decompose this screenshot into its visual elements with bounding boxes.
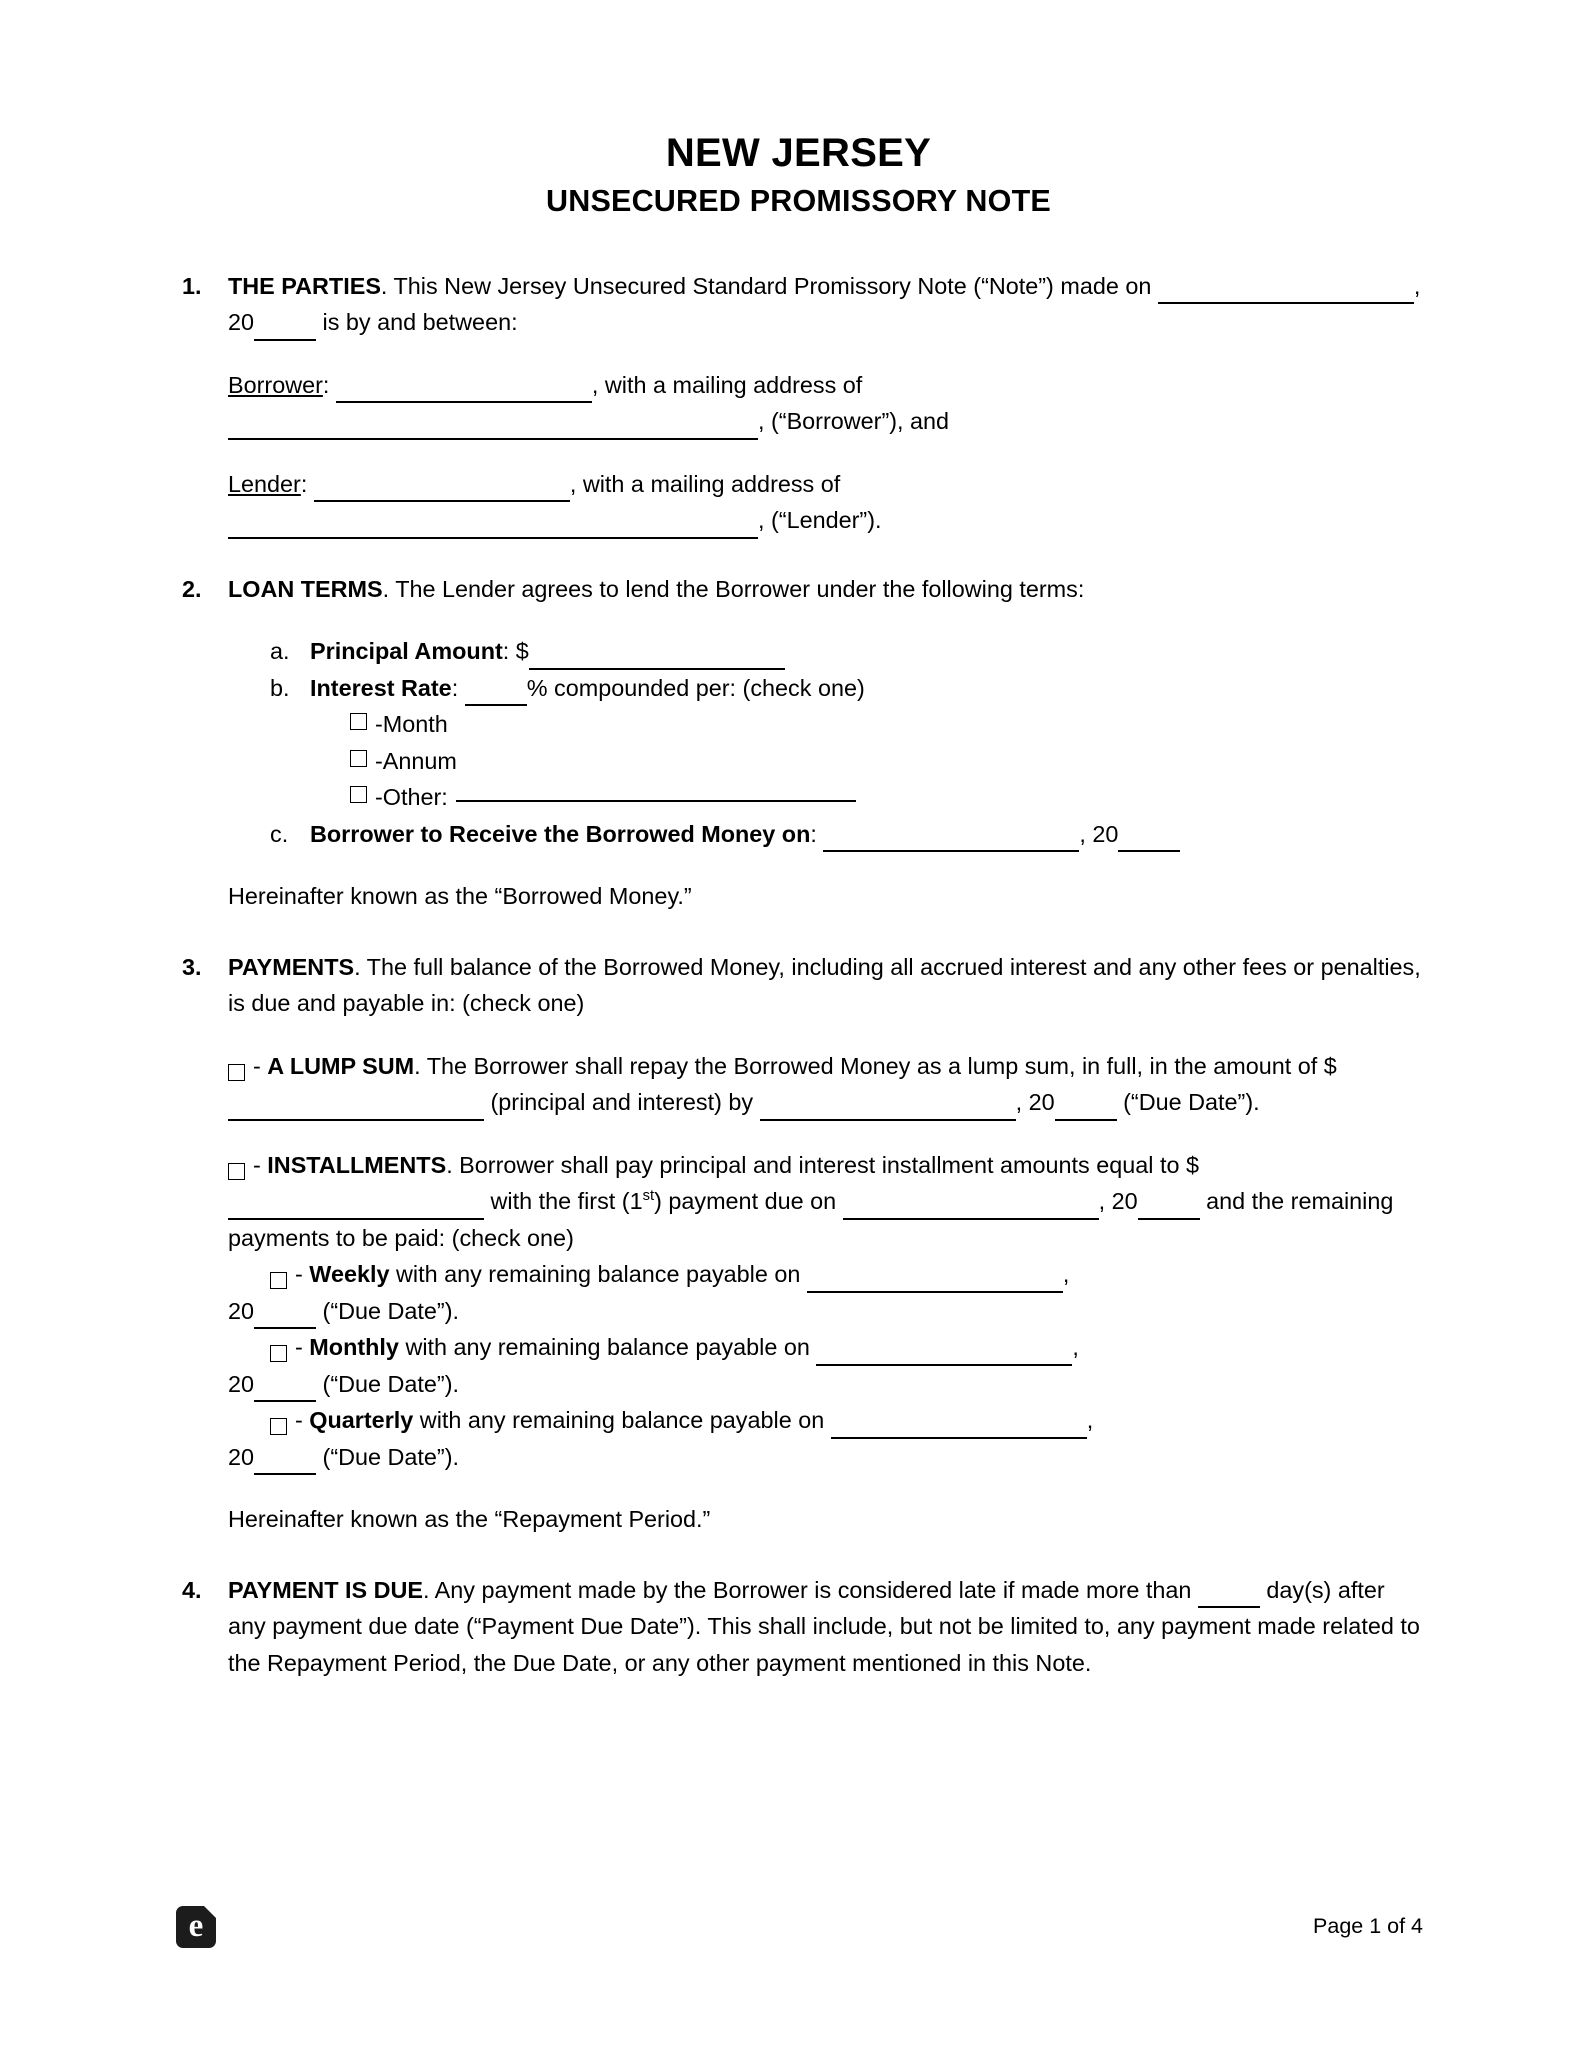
monthly-label: Monthly (309, 1334, 399, 1361)
installments-text-2: with the first (1 (484, 1188, 643, 1215)
option-month-dash: - (375, 711, 383, 738)
installments-text-3: ) payment due on (654, 1188, 843, 1215)
weekly-mid: with any remaining balance payable on (389, 1261, 807, 1288)
installment-first-due-date-field[interactable] (843, 1197, 1099, 1220)
loan-term-a-principal-amount (270, 633, 1421, 670)
weekly-due-year-field[interactable] (254, 1306, 316, 1329)
section-3-body (228, 949, 1421, 1022)
lump-sum-text-1: . The Borrower shall repay the Borrowed Money as a lump sum, in full, in the amount of $ (414, 1052, 1337, 1079)
section-2-intro: . The Lender agrees to lend the Borrower under the following terms: (382, 575, 1085, 602)
loan-term-c-letter: c. (270, 820, 289, 847)
checkbox-icon[interactable] (350, 750, 367, 767)
section-1-heading: THE PARTIES (228, 272, 381, 299)
section-3-heading: PAYMENTS (228, 953, 355, 980)
interest-period-option-month[interactable] (350, 706, 1421, 743)
loan-term-c-body (310, 816, 1421, 853)
weekly-dash: - (295, 1261, 310, 1288)
section-1-after-year: is by and between: (316, 309, 518, 336)
installment-frequency-monthly[interactable] (228, 1329, 1421, 1402)
loan-term-c-receive-date (270, 816, 1421, 853)
lender-after-name: , with a mailing address of (569, 470, 841, 497)
checkbox-icon[interactable] (350, 713, 367, 730)
borrower-colon: : (322, 371, 330, 398)
weekly-comma: , (1062, 1261, 1070, 1288)
quarterly-dash: - (295, 1407, 310, 1434)
installments-ordinal-suffix: st (642, 1188, 655, 1205)
date-blank-field[interactable] (1158, 281, 1414, 304)
weekly-label: Weekly (309, 1261, 390, 1288)
lender-after-address: , (“Lender”). (758, 507, 882, 534)
section-2-heading: LOAN TERMS (228, 575, 383, 602)
page-title: NEW JERSEY (665, 131, 932, 175)
page-subtitle: UNSECURED PROMISSORY NOTE (546, 184, 1051, 218)
installments-text-4: , 20 (1098, 1188, 1138, 1215)
receive-money-date-field[interactable] (823, 829, 1079, 852)
monthly-dash: - (295, 1334, 310, 1361)
installments-label: INSTALLMENTS (267, 1151, 447, 1178)
weekly-year-prefix: 20 (228, 1297, 255, 1324)
borrower-label: Borrower (228, 371, 323, 398)
quarterly-year-prefix: 20 (228, 1443, 255, 1470)
borrower-after-name: , with a mailing address of (591, 371, 863, 398)
section-3-payments (176, 949, 1421, 1022)
payment-option-installments[interactable] (228, 1147, 1421, 1476)
installments-text-5: and the remaining payments to be paid: (check one) (228, 1188, 1394, 1251)
installments-dash: - (253, 1151, 268, 1178)
borrower-name-field[interactable] (336, 380, 592, 403)
quarterly-comma: , (1086, 1407, 1094, 1434)
quarterly-due-date-field[interactable] (831, 1416, 1087, 1439)
lender-name-field[interactable] (314, 479, 570, 502)
monthly-due-date-field[interactable] (816, 1343, 1072, 1366)
section-4-number: 4. (182, 1576, 202, 1603)
section-2-loan-terms (176, 571, 1421, 608)
borrower-address-field[interactable] (228, 417, 758, 440)
lump-sum-text-2: (principal and interest) by (484, 1089, 760, 1116)
checkbox-icon[interactable] (228, 1064, 245, 1081)
quarterly-mid: with any remaining balance payable on (413, 1407, 831, 1434)
lender-block (228, 466, 1421, 539)
loan-terms-sub-list (270, 633, 1421, 852)
weekly-tail: (“Due Date”). (316, 1297, 460, 1324)
section-1-intro: . This New Jersey Unsecured Standard Promissory Note (“Note”) made on (380, 272, 1158, 299)
loan-term-b-letter: b. (270, 674, 290, 701)
interest-period-other-field[interactable] (456, 779, 856, 802)
lump-sum-due-year-field[interactable] (1055, 1098, 1117, 1121)
option-other-dash: - (375, 784, 383, 811)
installment-first-due-year-field[interactable] (1138, 1197, 1200, 1220)
installment-amount-field[interactable] (228, 1197, 484, 1220)
installment-frequency-quarterly[interactable] (228, 1402, 1421, 1475)
eforms-logo-icon (176, 1906, 216, 1948)
lender-colon: : (300, 470, 308, 497)
section-4-body (228, 1572, 1421, 1682)
lump-sum-due-date-field[interactable] (760, 1098, 1016, 1121)
lump-sum-amount-field[interactable] (228, 1098, 484, 1121)
installment-frequency-weekly[interactable] (228, 1256, 1421, 1329)
interest-rate-after-label: : (451, 674, 465, 701)
lender-label: Lender (228, 470, 301, 497)
borrower-after-address: , (“Borrower”), and (758, 408, 950, 435)
interest-period-option-annum[interactable] (350, 743, 1421, 780)
receive-money-label: Borrower to Receive the Borrowed Money on (310, 820, 811, 847)
section-4-text-1: . Any payment made by the Borrower is considered late if made more than (422, 1576, 1198, 1603)
section-1-the-parties (176, 268, 1421, 341)
monthly-due-year-field[interactable] (254, 1379, 316, 1402)
section-1-after-blank: , 20 (228, 272, 1421, 336)
loan-term-a-body (310, 633, 1421, 670)
interest-period-option-other[interactable] (350, 779, 1421, 816)
late-payment-days-field[interactable] (1198, 1585, 1260, 1608)
installments-text-1: . Borrower shall pay principal and interest installment amounts equal to $ (446, 1151, 1199, 1178)
weekly-due-date-field[interactable] (807, 1270, 1063, 1293)
option-annum-label: Annum (382, 747, 457, 774)
checkbox-icon[interactable] (228, 1163, 245, 1180)
principal-amount-after: : $ (502, 638, 529, 665)
section-4-heading: PAYMENT IS DUE (228, 1576, 423, 1603)
section-3-number: 3. (182, 953, 202, 980)
section-3-intro: . The full balance of the Borrowed Money, including all accrued interest and any other fees or penalties, is due and payable in: (check one) (228, 953, 1421, 1017)
lump-sum-label: A LUMP SUM (267, 1052, 415, 1079)
section-4-text-2: day(s) after any payment due date (“Payment Due Date”). This shall include, but not be limited to, any payment made related to the Repayment Period, the Due Date, or any other payment mentioned in this Note. (228, 1576, 1420, 1676)
option-annum-dash: - (375, 747, 383, 774)
lump-sum-dash: - (253, 1052, 268, 1079)
section-2-body (228, 571, 1421, 608)
monthly-tail: (“Due Date”). (316, 1370, 460, 1397)
payment-option-lump-sum[interactable] (228, 1048, 1421, 1121)
quarterly-due-year-field[interactable] (254, 1452, 316, 1475)
section-2-number: 2. (182, 575, 202, 602)
lump-sum-text-4: (“Due Date”). (1116, 1089, 1260, 1116)
section-1-body (228, 268, 1421, 341)
page-footer (176, 1897, 1423, 1957)
section-1-number: 1. (182, 272, 202, 299)
monthly-comma: , (1072, 1334, 1079, 1361)
loan-term-b-body (310, 670, 1421, 816)
year-blank-field[interactable] (254, 318, 316, 341)
checkbox-icon[interactable] (270, 1345, 287, 1362)
borrower-block (228, 367, 1421, 440)
monthly-year-prefix: 20 (228, 1370, 255, 1397)
document-content (176, 130, 1421, 1681)
lump-sum-text-3: , 20 (1015, 1089, 1055, 1116)
receive-money-after-label: : (810, 820, 824, 847)
option-other-label: Other: (382, 784, 448, 811)
page-number: Page 1 of 4 (1313, 1914, 1423, 1939)
section-4-payment-is-due (176, 1572, 1421, 1682)
borrowed-money-definition: Hereinafter known as the “Borrowed Money.” (228, 883, 692, 910)
interest-rate-field[interactable] (465, 683, 527, 706)
eforms-logo[interactable] (176, 1906, 216, 1948)
interest-rate-line (310, 670, 1421, 707)
interest-rate-label: Interest Rate (310, 674, 452, 701)
quarterly-label: Quarterly (309, 1407, 414, 1434)
quarterly-tail: (“Due Date”). (316, 1443, 460, 1470)
interest-rate-after-blank: % compounded per: (check one) (526, 674, 865, 701)
repayment-period-definition: Hereinafter known as the “Repayment Period.” (228, 1506, 711, 1533)
checkbox-icon[interactable] (270, 1272, 287, 1289)
principal-amount-field[interactable] (529, 647, 785, 670)
checkbox-icon[interactable] (270, 1418, 287, 1435)
monthly-mid: with any remaining balance payable on (398, 1334, 817, 1361)
document-title-block (176, 130, 1421, 222)
lender-address-field[interactable] (228, 516, 758, 539)
loan-term-a-letter: a. (270, 638, 290, 665)
receive-money-after-blank: , 20 (1079, 820, 1119, 847)
receive-money-year-field[interactable] (1118, 829, 1180, 852)
loan-term-b-interest-rate (270, 670, 1421, 816)
option-month-label: Month (382, 711, 448, 738)
checkbox-icon[interactable] (350, 786, 367, 803)
principal-amount-label: Principal Amount (310, 638, 503, 665)
